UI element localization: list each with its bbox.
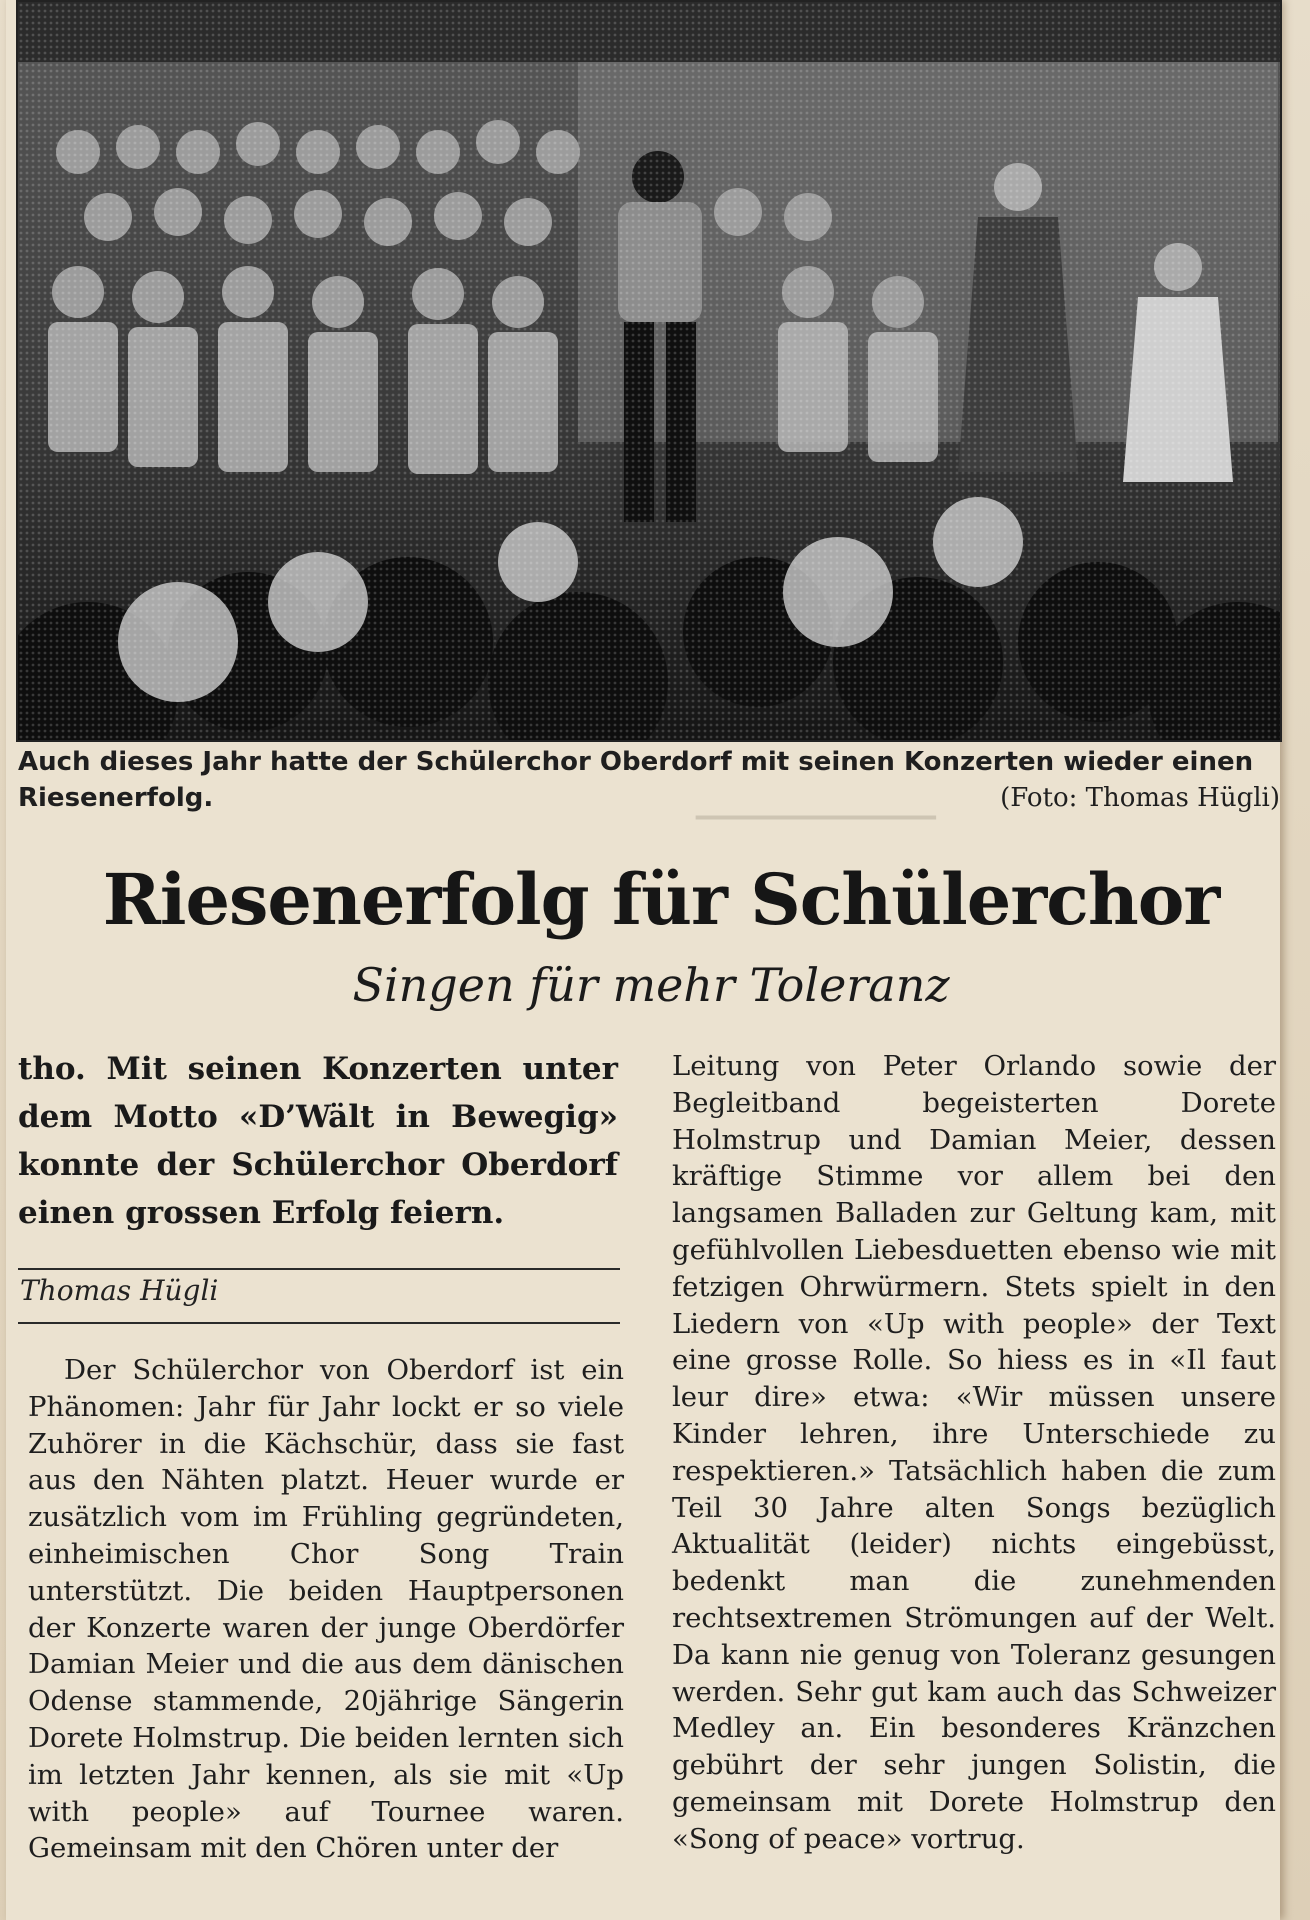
- author-rule-bottom: [18, 1322, 620, 1324]
- caption-text: Auch dieses Jahr hatte der Schülerchor Oberdorf mit seinen Konzerten wieder einen Riesenerfolg.: [18, 747, 1254, 813]
- bleed-through-texture: ▁▁▁▁▁▁▁▁▁▁▁▁: [696, 790, 936, 820]
- headline: Riesenerfolg für Schülerchor: [102, 858, 1220, 941]
- body-column-1: Der Schülerchor von Oberdorf ist ein Phänomen: Jahr für Jahr lockt er so viele Zuhörer in die Kächschür, dass sie fast aus den Nähten platzt. Heuer wurde er zusätzlich vom im Frühling gegründeten, einheimischen Chor Song Train unterstützt. Die beiden Hauptpersonen der Konzerte waren der junge Oberdörfer Damian Meier und die aus dem dänischen Odense stammende, 20jährige Sängerin Dorete Holmstrup. Die beiden lernten sich im letzten Jahr kennen, als sie mit «Up with people» auf Tournee waren. Gemeinsam mit den Chören unter der: [28, 1354, 624, 1865]
- lead-paragraph: tho. Mit seinen Konzerten unter dem Motto «D’Wält in Bewegig» konnte der Schülerchor Oberdorf einen grossen Erfolg feiern.: [18, 1051, 618, 1231]
- author-byline: Thomas Hügli: [20, 1274, 219, 1307]
- author-rule-top: [18, 1268, 620, 1270]
- photo-caption: [18, 744, 1280, 816]
- newspaper-clipping: [6, 0, 1280, 1920]
- choir-concert-photo: [16, 0, 1282, 742]
- photo-credit: (Foto: Thomas Hügli): [1000, 783, 1280, 813]
- subheadline: Singen für mehr Toleranz: [352, 958, 950, 1012]
- body-column-2: Leitung von Peter Orlando sowie der Begleitband begeisterten Dorete Holmstrup und Damian Meier, dessen kräftige Stimme vor allem bei den langsamen Balladen zur Geltung kam, mit gefühlvollen Liebesduetten ebenso wie mit fetzigen Ohrwürmern. Stets spielt in den Liedern von «Up with people» der Text eine grosse Rolle. So hiess es in «Il faut leur dire» etwa: «Wir müssen unsere Kinder lehren, ihre Unterschiede zu respektieren.» Tatsächlich haben die zum Teil 30 Jahre alten Songs bezüglich Aktualität (leider) nichts eingebüsst, bedenkt man die zunehmenden rechtsextremen Strömungen auf der Welt. Da kann nie genug von Toleranz gesungen werden. Sehr gut kam auch das Schweizer Medley an. Ein besonderes Kränzchen gebührt der sehr jungen Solistin, die gemeinsam mit Dorete Holmstrup den «Song of peace» vortrug.: [672, 1050, 1276, 1855]
